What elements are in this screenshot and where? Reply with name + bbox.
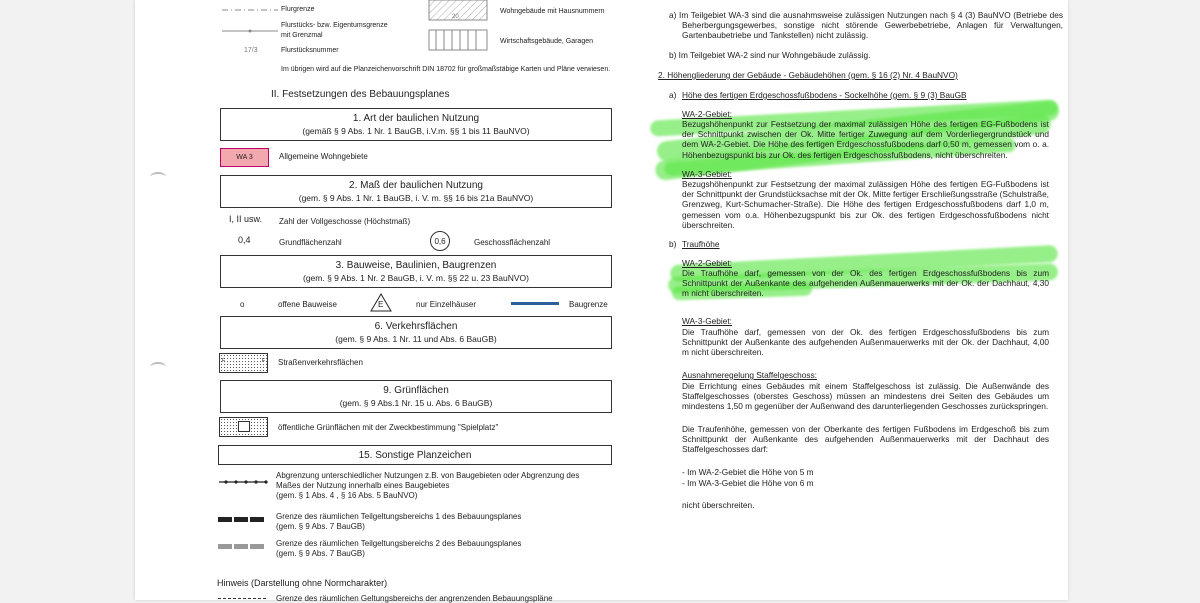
box-title: 9. Grünflächen bbox=[383, 385, 449, 396]
box-subtitle: (gem. § 9 Abs.1 Nr. 15 u. Abs. 6 BauGB) bbox=[339, 398, 493, 408]
box-art-baulichen-nutzung bbox=[220, 108, 612, 141]
ausnahmeregelung-title: Ausnahmeregelung Staffelgeschoss: bbox=[682, 370, 817, 380]
grenzmal-label: mit Grenzmal bbox=[281, 32, 323, 39]
vollgeschosse-symbol: I, II usw. bbox=[229, 214, 263, 224]
list-item-wa2: - Im WA-2-Gebiet die Höhe von 5 m bbox=[682, 467, 814, 477]
box-title: 1. Art der baulichen Nutzung bbox=[352, 113, 480, 124]
spielplatz-label: öffentliche Grünflächen mit der Zweckbestimmung "Spielplatz" bbox=[278, 423, 499, 432]
spielplatz-icon bbox=[238, 421, 250, 432]
abgrenzung-symbol bbox=[218, 477, 268, 487]
strassenverkehrsflaechen-label: Straßenverkehrsflächen bbox=[278, 358, 363, 367]
label-a: a) bbox=[669, 90, 677, 100]
abgrenzung-label-line1: Abgrenzung unterschiedlicher Nutzungen z.B. von Baugebieten oder Abgrenzung des bbox=[276, 471, 580, 480]
wa3-gebiet-title: WA-3-Gebiet: bbox=[682, 169, 732, 179]
grenze2-label-line1: Grenze des räumlichen Teilgeltungsbereichs 2 des Bebauungsplanes bbox=[276, 539, 522, 548]
grenze1-label-line1: Grenze des räumlichen Teilgeltungsbereichs 1 des Bebauungsplanes bbox=[276, 512, 522, 521]
flurstuecksnummer-symbol: 17/3 bbox=[244, 47, 258, 54]
list-item-wa3: - Im WA-3-Gebiet die Höhe von 6 m bbox=[682, 478, 814, 488]
strassen-marker: F bbox=[261, 358, 265, 364]
nicht-ueberschreiten: nicht überschreiten. bbox=[682, 500, 755, 510]
strassen-marker: F bbox=[222, 358, 226, 364]
box-subtitle: (gem. § 9 Abs. 1 Nr. 2 BauGB, i. V. m. §§ 22 u. 23 BauNVO) bbox=[303, 273, 529, 283]
traufhoehe-wa3-title: WA-3-Gebiet: bbox=[682, 316, 732, 326]
box-title: 2. Maß der baulichen Nutzung bbox=[349, 180, 483, 191]
teilgeltungsbereich-2-line bbox=[218, 544, 266, 549]
box-title: 3. Bauweise, Baulinien, Baugrenzen bbox=[335, 260, 497, 271]
allgemeine-wohngebiete-label: Allgemeine Wohngebiete bbox=[279, 152, 368, 161]
flurgrenze-label: Flurgrenze bbox=[281, 6, 315, 13]
label-b: b) bbox=[669, 239, 677, 249]
einzelhaeuser-triangle-icon bbox=[370, 293, 392, 312]
flurstuecksnummer-label: Flurstücksnummer bbox=[281, 47, 339, 54]
box-verkehrsflaechen bbox=[220, 316, 612, 349]
hausnummer-symbol: 20 bbox=[452, 14, 459, 20]
grz-label: Grundflächenzahl bbox=[279, 238, 342, 247]
wa3-gebiet-text: Bezugshöhenpunkt zur Festsetzung der maximal zulässigen Höhe des fertigen EG-Fußbodens ist der Schnittpunkt der Grundstücksachse mit der Ok. Mitte fertiger Erschließungsstraße (Schulstraße, Grenzweg, Kurt-Schumacher-Straße). Die Höhe des fertigen Erdgeschossfußbodens darf 1,0 m, gemessen vom o.a. Höhenbezugspunkt bis zur Ok. des fertigen Erdgeschossfußbodens nicht überschreiten. bbox=[682, 179, 1049, 230]
strassenverkehrsflaechen-symbol bbox=[219, 353, 268, 373]
teilgeltungsbereich-1-line bbox=[218, 517, 266, 522]
spielplatz-symbol bbox=[219, 417, 268, 437]
offene-bauweise-symbol: o bbox=[240, 300, 245, 309]
planzeichen-note: Im übrigen wird auf die Planzeichenvorschrift DIN 18702 für großmaßstäbige Karten und Pläne verwiesen. bbox=[281, 66, 611, 73]
wa3-symbol: WA 3 bbox=[220, 148, 269, 167]
offene-bauweise-label: offene Bauweise bbox=[278, 300, 338, 309]
section-title: II. Festsetzungen des Bebauungsplanes bbox=[271, 89, 450, 100]
baugrenze-line bbox=[511, 302, 559, 305]
heading-sockelhoehe: Höhe des fertigen Erdgeschossfußbodens - Sockelhöhe (gem. § 9 (3) BauGB bbox=[682, 90, 967, 100]
heading-traufhoehe: Traufhöhe bbox=[682, 239, 720, 249]
gfz-label: Geschossflächenzahl bbox=[474, 238, 551, 247]
box-title: 15. Sonstige Planzeichen bbox=[358, 449, 472, 461]
gfz-value: 0,6 bbox=[430, 231, 450, 251]
wa2-gebiet-text: Bezugshöhenpunkt zur Festsetzung der maximal zulässigen Höhe des fertigen EG-Fußbodens ist der Schnittpunkt zwischen der Ok. Mitte fertiger Zuwegung auf dem Vorderliegergrundstück und dem WA-2-Gebiet. Die Höhe des fertigen Erdgeschossfußbodens darf 0,50 m, gemessen vom o. a. Höhenbezugspunkt bis zur Ok. des fertigen Erdgeschossfußbodens, nicht überschreiten. bbox=[682, 119, 1049, 160]
box-mass-baulichen-nutzung bbox=[220, 175, 612, 208]
punch-hole-mark bbox=[150, 172, 166, 182]
box-subtitle: (gem. § 9 Abs. 1 Nr. 1 BauGB, i. V. m. §§ 16 bis 21a BauNVO) bbox=[298, 193, 534, 203]
traufhoehe-wa2-title: WA-2-Gebiet: bbox=[682, 258, 732, 268]
traufhoehe-wa3-text: Die Traufhöhe darf, gemessen von der Ok. des fertigen Erdgeschossfußbodens bis zum Schnittpunkt der Außenkante des aufgehenden Außenmauerwerks mit der Ok. der Dachhaut, 4,00 m nicht überschreiten. bbox=[682, 327, 1049, 358]
flurstuecksgrenze-label: Flurstücks- bzw. Eigentumsgrenze bbox=[281, 22, 388, 29]
traufhoehe-wa2-text: Die Traufhöhe darf, gemessen von der Ok. des fertigen Erdgeschossfußbodens bis zum Schnittpunkt der Außenkante des aufgehenden Außenmauerwerks mit der Ok. der Dachhaut, 4,30 m nicht überschreiten. bbox=[682, 268, 1049, 299]
box-gruenflaechen bbox=[220, 380, 612, 413]
ausnahmeregelung-text: Die Errichtung eines Gebäudes mit einem Staffelgeschoss ist zulässig. Die Außenwände des Staffelgeschosses (oberstes Geschoss) müssen an mindestens drei Seiten des Gebäudes um mindestens 1,50 m gegenüber der Außenwand des darunterliegenden Geschosses zurückspringen. bbox=[682, 381, 1049, 412]
heading-hoehengliederung: 2. Höhengliederung der Gebäude - Gebäudehöhen (gem. § 16 (2) Nr. 4 BauNVO) bbox=[658, 70, 958, 80]
vollgeschosse-label: Zahl der Vollgeschosse (Höchstmaß) bbox=[279, 217, 411, 226]
wa2-gebiet-title: WA-2-Gebiet: bbox=[682, 109, 732, 119]
box-title: 6. Verkehrsflächen bbox=[374, 321, 458, 332]
box-subtitle: (gem. § 9 Abs. 1 Nr. 11 und Abs. 6 BauGB) bbox=[335, 334, 497, 344]
punch-hole-mark bbox=[150, 362, 166, 372]
box-bauweise bbox=[220, 255, 612, 288]
grenze2-label-line2: (gem. § 9 Abs. 7 BauGB) bbox=[276, 549, 365, 558]
grz-value: 0,4 bbox=[238, 235, 251, 245]
paragraph-b-wa2: b) Im Teilgebiet WA-2 sind nur Wohngebäude zulässig. bbox=[669, 50, 871, 60]
einzelhaeuser-label: nur Einzelhäuser bbox=[416, 300, 477, 309]
box-subtitle: (gemäß § 9 Abs. 1 Nr. 1 BauGB, i.V.m. §§ 1 bis 11 BauNVO) bbox=[302, 126, 530, 136]
box-sonstige-planzeichen bbox=[218, 445, 612, 465]
hinweis-heading: Hinweis (Darstellung ohne Normcharakter) bbox=[217, 578, 388, 588]
flurgrenze-symbol bbox=[220, 4, 280, 60]
abgrenzung-label-line2: Maßes der Nutzung innerhalb eines Baugebietes bbox=[276, 481, 450, 490]
paragraph-a-wa3: a) Im Teilgebiet WA-3 sind die ausnahmsweise zulässigen Nutzungen nach § 4 (3) BauNVO (Betriebe des Beherbergungsgewerbes, sonstige nicht störende Gewerbebetriebe, Anlagen für Verwaltungen, Gartenbaubetriebe und Tankstellen) nicht zulässig. bbox=[669, 10, 1063, 41]
hinweis-cut-label: Grenze des räumlichen Geltungsbereichs der angrenzenden Bebauungspläne bbox=[276, 594, 553, 603]
traufenhoehe-staffel-text: Die Traufenhöhe, gemessen von der Oberkante des fertigen Fußbodens im Erdgeschoß bis zum Schnittpunkt der Außenkante des aufgehenden Außenmauerwerks mit der Dachhaut des Staffelgeschosses darf: bbox=[682, 424, 1049, 455]
abgrenzung-label-line3: (gem. § 1 Abs. 4 , § 16 Abs. 5 BauNVO) bbox=[276, 491, 418, 500]
grenze1-label-line2: (gem. § 9 Abs. 7 BauGB) bbox=[276, 522, 365, 531]
wohngebaeude-label: Wohngebäude mit Hausnummern bbox=[500, 8, 605, 15]
wohngebaeude-symbol bbox=[428, 0, 490, 52]
baugrenze-label: Baugrenze bbox=[569, 300, 608, 309]
wirtschaftsgebaeude-label: Wirtschaftsgebäude, Garagen bbox=[500, 38, 593, 45]
einzelhaeuser-symbol: E bbox=[378, 300, 384, 309]
